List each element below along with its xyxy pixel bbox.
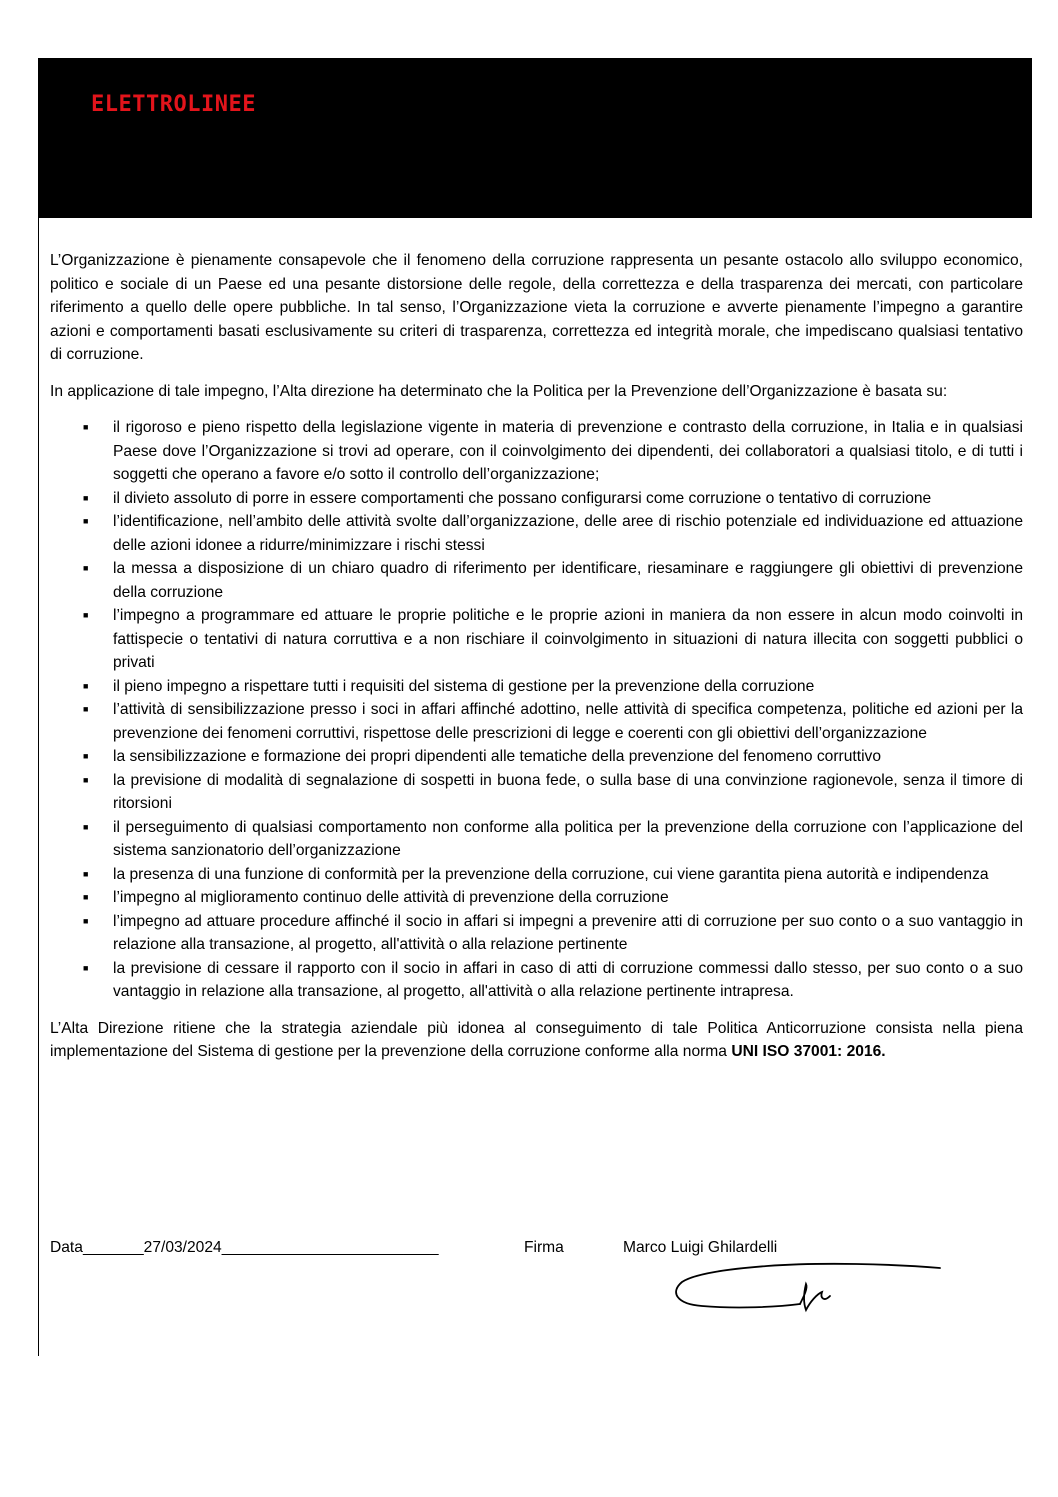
policy-item	[50, 604, 1023, 675]
policy-item-text: la previsione di modalità di segnalazione di sospetti in buona fede, o sulla base di una convinzione ragionevole, senza il timore di ritorsioni	[113, 771, 1023, 812]
policy-item	[50, 745, 1023, 769]
policy-item	[50, 698, 1023, 745]
norm-reference: UNI ISO 37001: 2016.	[731, 1043, 886, 1060]
policy-item-text: la previsione di cessare il rapporto con il socio in affari in caso di atti di corruzione commessi dallo stesso, per suo conto o a suo vantaggio in relazione alla transazione, al progetto, all'attività o alla relazione pertinente intrapresa.	[113, 959, 1023, 1000]
policy-item	[50, 487, 1023, 511]
policy-item-text: l’identificazione, nell’ambito delle attività svolte dall’organizzazione, delle aree di rischio potenziale ed individuazione ed attuazione delle azioni idonee a ridurre/minimizzare i rischi stessi	[113, 513, 1023, 554]
policy-item	[50, 886, 1023, 910]
policy-item	[50, 910, 1023, 957]
closing-paragraph	[50, 1017, 1023, 1064]
intro-paragraph: L’Organizzazione è pienamente consapevole che il fenomeno della corruzione rappresenta un pesante ostacolo allo sviluppo economico, politico e sociale di un Paese ed una pesante distorsione delle regole, della correttezza e della trasparenza dei mercati, con particolare riferimento a quello delle opere pubbliche. In tal senso, l’Organizzazione vieta la corruzione e avverte pienamente l’impegno a garantire azioni e comportamenti basati esclusivamente su criteri di trasparenza, correttezza ed integrità morale, che impediscano qualsiasi tentativo di corruzione.	[50, 252, 1023, 363]
bullet-icon: ■	[83, 704, 89, 714]
header-band	[38, 58, 1032, 218]
signer-name: Marco Luigi Ghilardelli	[623, 1239, 778, 1256]
signature-row	[50, 1236, 1030, 1260]
bullet-icon: ■	[83, 422, 89, 432]
policy-item-text: l’impegno al miglioramento continuo delle attività di prevenzione della corruzione	[113, 889, 669, 906]
bullet-icon: ■	[83, 610, 89, 620]
policy-item	[50, 675, 1023, 699]
policy-item-text: la sensibilizzazione e formazione dei propri dipendenti alle tematiche della prevenzione del fenomeno corruttivo	[113, 748, 882, 765]
policy-item	[50, 510, 1023, 557]
signature-stroke	[676, 1264, 940, 1308]
document-body	[50, 249, 1023, 1077]
bullet-icon: ■	[83, 563, 89, 573]
company-logo: ELETTROLINEE	[91, 92, 256, 117]
firma-label: Firma	[524, 1239, 564, 1256]
handwritten-signature	[672, 1262, 942, 1326]
policy-item-text: il pieno impegno a rispettare tutti i requisiti del sistema di gestione per la prevenzione della corruzione	[113, 677, 815, 695]
bullet-icon: ■	[83, 892, 89, 902]
policy-item	[50, 863, 1023, 887]
policy-list	[50, 416, 1023, 1004]
policy-item-text: il rigoroso e pieno rispetto della legislazione vigente in materia di prevenzione e contrasto della corruzione, in Italia e in qualsiasi Paese dove l’Organizzazione si trovi ad operare, con il coinvolgimento dei dipendenti, dei collaboratori a qualsiasi titolo, e di tutti i soggetti che operano a favore e/o sotto il controllo dell’organizzazione;	[113, 419, 1023, 483]
policy-item	[50, 769, 1023, 816]
signature-flourish	[800, 1284, 830, 1310]
policy-item	[50, 957, 1023, 1004]
closing-text: L’Alta Direzione ritiene che la strategia aziendale più idonea al conseguimento di tale Politica Anticorruzione consista nella piena implementazione del Sistema di gestione per la prevenzione della corruzione conforme alla norma	[50, 1019, 1023, 1060]
bullet-icon: ■	[83, 751, 89, 761]
bullet-icon: ■	[83, 680, 89, 691]
policy-item-text: la messa a disposizione di un chiaro quadro di riferimento per identificare, riesaminare e raggiungere gli obiettivi di prevenzione della corruzione	[113, 560, 1023, 601]
policy-item-text: l’impegno a programmare ed attuare le proprie politiche e le proprie azioni in maniera da non essere in alcun modo coinvolti in fattispecie o tentativi di natura corruttiva e a non rischiare il coinvolgimento in situazioni di natura illecita con soggetti pubblici o privati	[113, 607, 1023, 671]
policy-item	[50, 416, 1023, 487]
date-field: Data_______27/03/2024_________________________	[50, 1239, 439, 1256]
policy-item-text: l’impegno ad attuare procedure affinché il socio in affari si impegni a prevenire atti di corruzione per suo conto o a suo vantaggio in relazione alla transazione, al progetto, all'attività o alla relazione pertinente	[113, 912, 1023, 953]
bullet-icon: ■	[83, 821, 89, 832]
bullet-icon: ■	[83, 962, 89, 973]
policy-item	[50, 816, 1023, 863]
policy-item-text: l’attività di sensibilizzazione presso i soci in affari affinché adottino, nelle attività di specifica competenza, politiche ed azioni per la prevenzione dei fenomeni corruttivi, rispettose delle prescrizioni di legge e coerenti con gli obiettivi dell’organizzazione	[113, 701, 1023, 742]
bullet-icon: ■	[83, 774, 89, 785]
bullet-icon: ■	[83, 492, 89, 503]
policy-item-text: il perseguimento di qualsiasi comportamento non conforme alla politica per la prevenzione della corruzione con l’applicazione del sistema sanzionatorio dell’organizzazione	[113, 818, 1023, 859]
policy-item-text: la presenza di una funzione di conformità per la prevenzione della corruzione, cui viene garantita piena autorità e indipendenza	[113, 865, 989, 883]
bullet-icon: ■	[83, 516, 89, 526]
bullet-icon: ■	[83, 868, 89, 879]
left-margin-rule	[38, 58, 39, 1356]
bullet-icon: ■	[83, 915, 89, 926]
policy-item	[50, 557, 1023, 604]
policy-item-text: il divieto assoluto di porre in essere comportamenti che possano configurarsi come corruzione o tentativo di corruzione	[113, 489, 932, 507]
policy-intro: In applicazione di tale impegno, l’Alta direzione ha determinato che la Politica per la Prevenzione dell’Organizzazione è basata su:	[50, 382, 948, 400]
